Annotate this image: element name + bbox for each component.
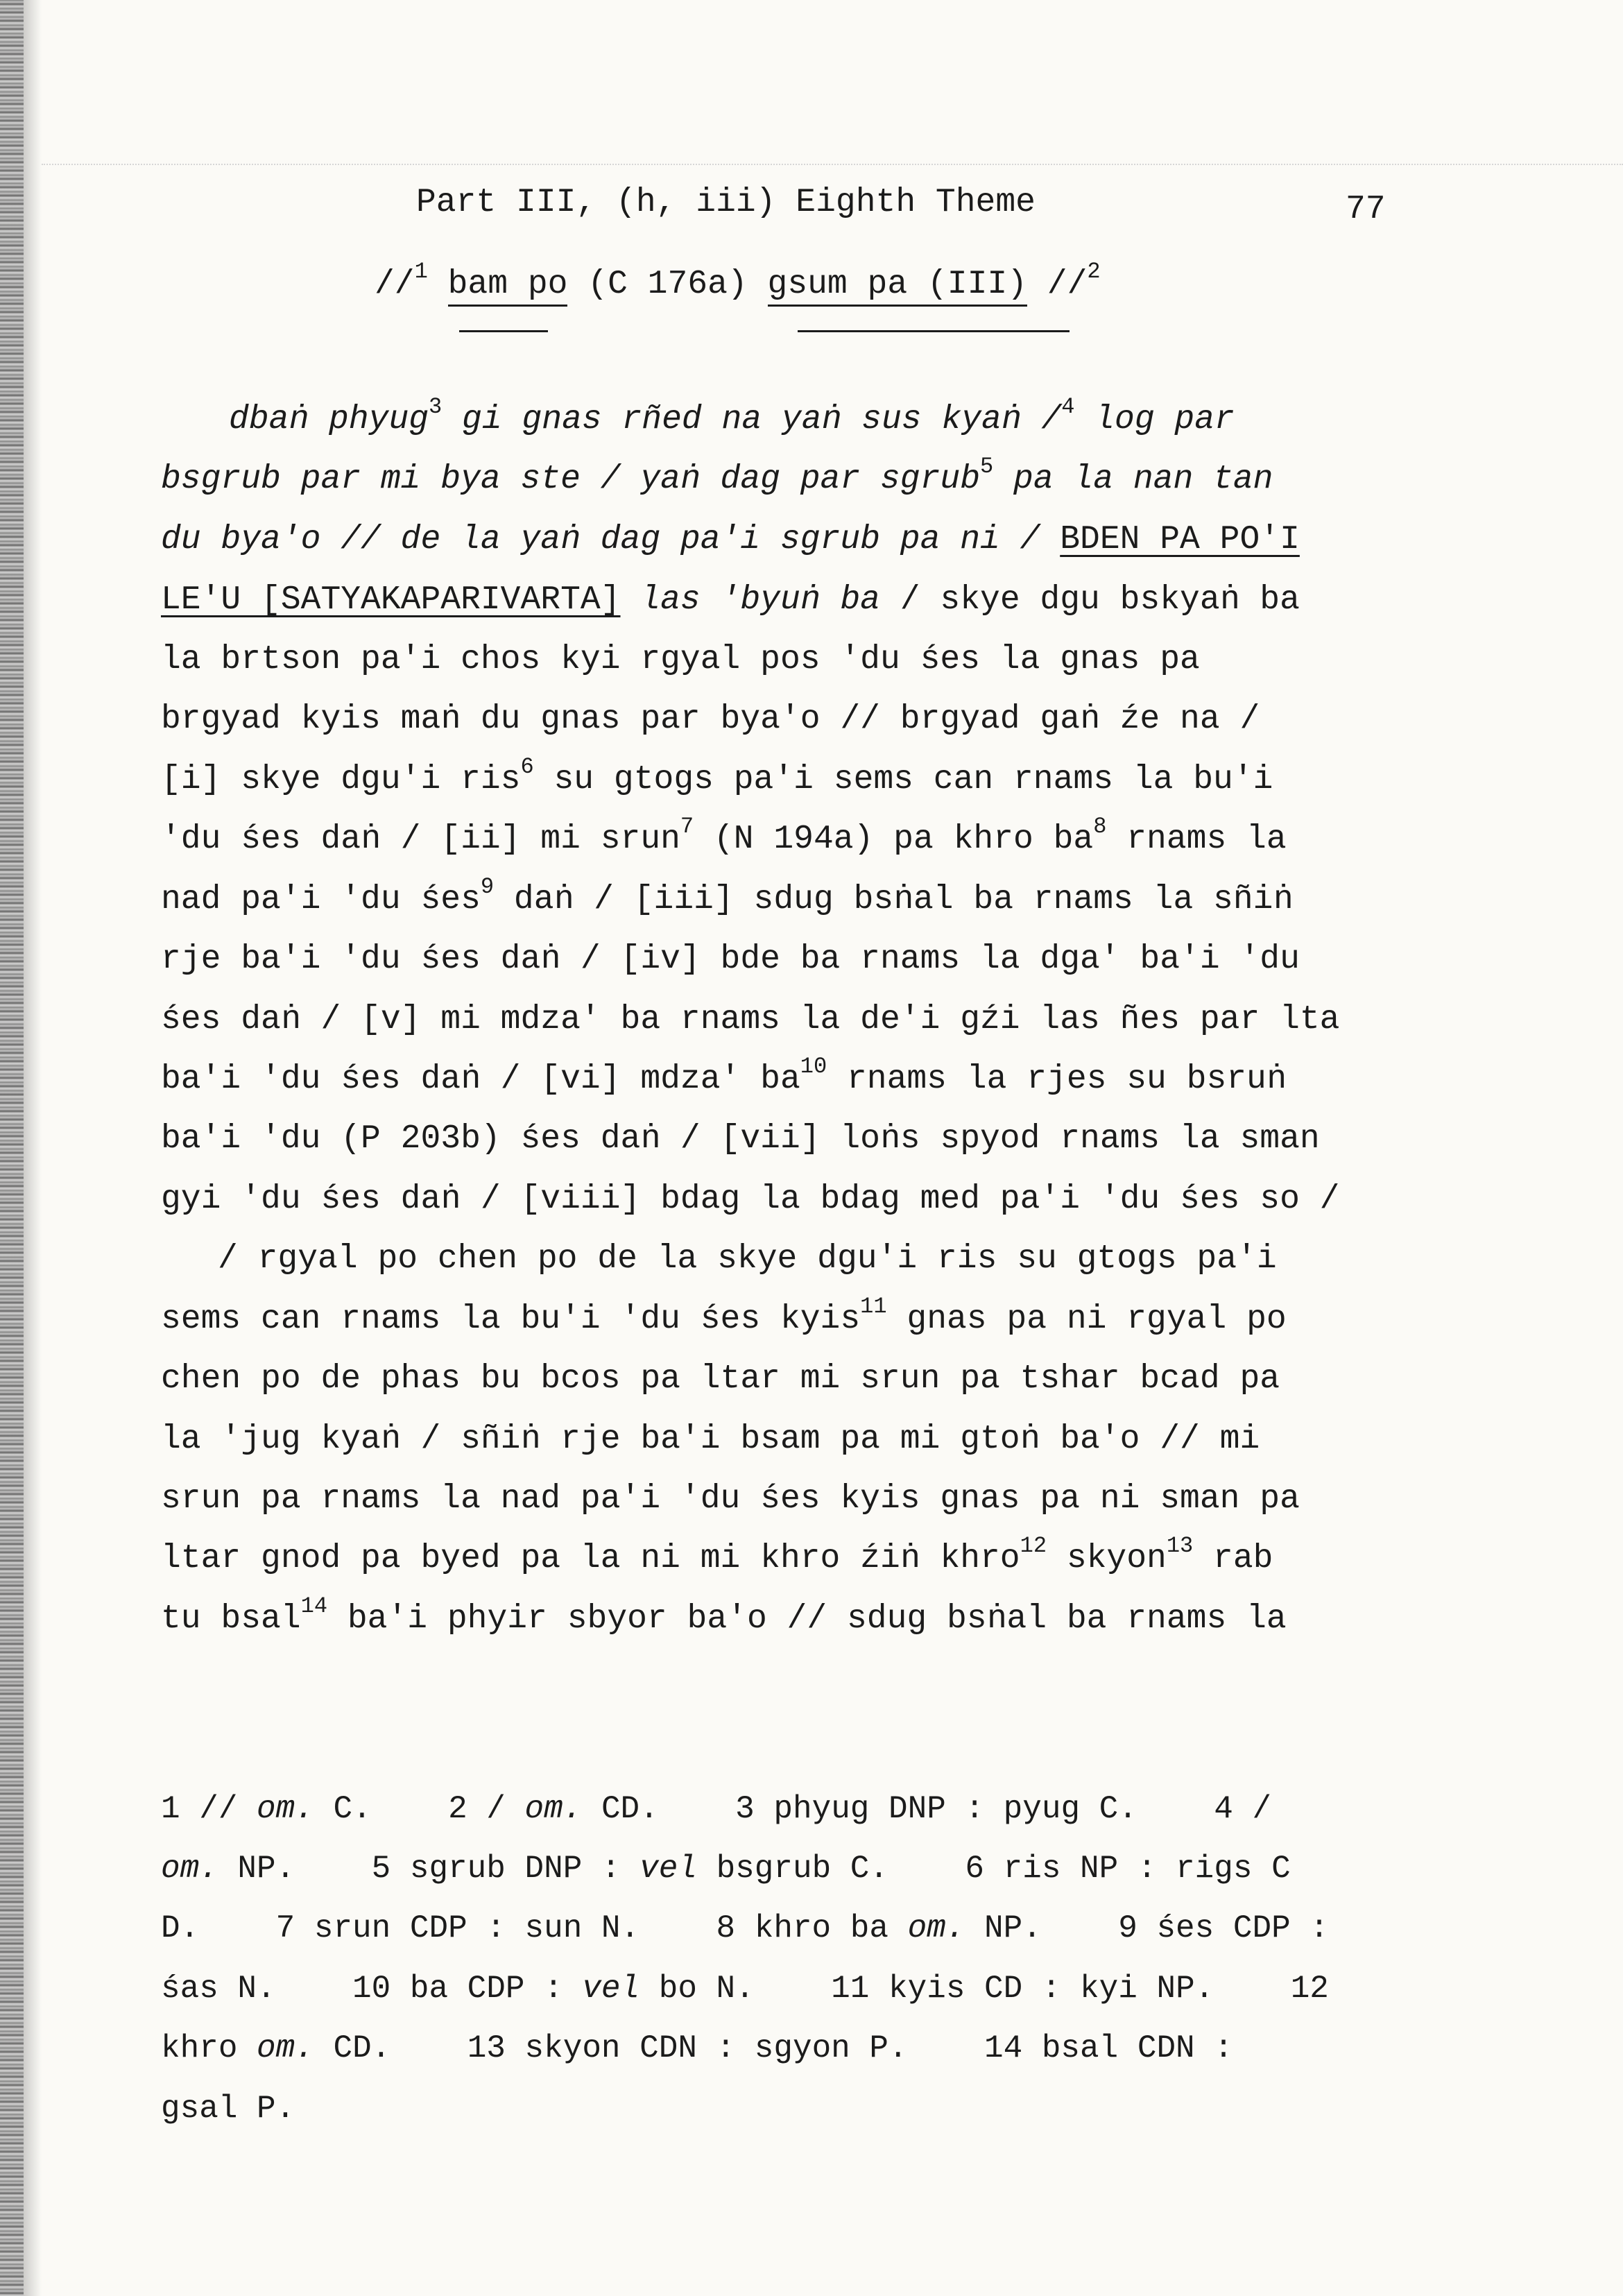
text-run: ba'i phyir sbyor ba'o // sdug bsṅal ba rnams la [327, 1600, 1287, 1638]
body-line-7 [161, 754, 1273, 800]
footnote-line-2 [161, 1848, 1291, 1890]
source-title: BDEN PA PO'I [1060, 521, 1300, 558]
text-run: om. [257, 1791, 314, 1827]
body-line-4 [161, 579, 1300, 621]
text-run: rnams la rjes su bsruṅ [827, 1061, 1287, 1098]
text-run: om. [257, 2030, 314, 2066]
scan-border [42, 164, 1623, 165]
text-run: C. 2 / [314, 1791, 525, 1827]
body-line-12 [161, 1054, 1287, 1100]
text-run: CD. 3 phyug DNP : pyug C. 4 / [582, 1791, 1272, 1827]
body-line-13: ba'i 'du (P 203b) śes daṅ / [vii] loṅs spyod rnams la sman [161, 1120, 1320, 1158]
text-run: 1 // [161, 1791, 257, 1827]
body-line-3 [161, 519, 1300, 560]
footnote-ref: 14 [300, 1593, 328, 1619]
text-run: / skye dgu bskyaṅ ba [879, 581, 1300, 619]
text-run: rnams la [1106, 821, 1287, 858]
text-run: bsgrub C. 6 ris NP : rigs C [696, 1851, 1291, 1887]
section-heading [375, 259, 1101, 305]
text-run: śas N. 10 ba CDP : [161, 1971, 583, 2007]
text-run: gnas pa ni rgyal po [886, 1301, 1287, 1338]
footnote-ref: 7 [680, 814, 694, 839]
heading-term-1: bam po [448, 266, 568, 307]
text-run: [i] skye dgu'i ris [161, 761, 521, 798]
text-run: vel [582, 1971, 640, 2007]
body-line-20 [161, 1533, 1273, 1579]
text-run: ba'i 'du śes daṅ / [vi] mdza' ba [161, 1061, 800, 1098]
body-line-1 [229, 394, 1235, 440]
body-line-18: la 'jug kyaṅ / sñiṅ rje ba'i bsam pa mi gtoṅ ba'o // mi [161, 1421, 1260, 1458]
body-line-19: srun pa rnams la nad pa'i 'du śes kyis gnas pa ni sman pa [161, 1480, 1300, 1518]
text-run: dbaṅ phyug [229, 401, 429, 438]
footnote-ref: 11 [860, 1294, 887, 1319]
body-line-21 [161, 1593, 1287, 1640]
footnote-ref: 9 [480, 874, 495, 900]
footnote-ref: 3 [429, 394, 443, 420]
heading-term-2-second-rule [798, 330, 1070, 332]
heading-term-1-second-rule [459, 330, 548, 332]
body-line-14: gyi 'du śes daṅ / [viii] bdag la bdag med pa'i 'du śes so / [161, 1181, 1340, 1218]
text-run: gi gnas rñed na yaṅ sus kyaṅ / [442, 401, 1062, 438]
body-line-16 [161, 1294, 1287, 1340]
footnote-ref: 6 [520, 754, 534, 780]
text-run: NP. 9 śes CDP : [965, 1910, 1329, 1946]
footnote-ref: 12 [1020, 1533, 1047, 1559]
text-run: D. 7 srun CDP : sun N. 8 khro ba [161, 1910, 908, 1946]
heading-term-2: gsum pa (III) [768, 266, 1027, 307]
text-run: vel [639, 1851, 697, 1887]
heading-mark-open: // [375, 266, 415, 303]
heading-footnote-ref-1: 1 [414, 259, 428, 284]
binding-shadow [24, 0, 42, 2296]
text-run: sems can rnams la bu'i 'du śes kyis [161, 1301, 861, 1338]
footnote-line-3 [161, 1908, 1329, 1949]
text-run: log par [1074, 401, 1235, 438]
text-run: du bya'o // de la yaṅ dag pa'i sgrub pa ni / [161, 521, 1060, 558]
text-run: khro [161, 2030, 257, 2066]
text-run: daṅ / [iii] sdug bsṅal ba rnams la sñiṅ [494, 881, 1294, 918]
text-run: nad pa'i 'du śes [161, 881, 481, 918]
footnote-ref: 13 [1166, 1533, 1194, 1559]
body-line-6: brgyad kyis maṅ du gnas par bya'o // brgyad gaṅ źe na / [161, 701, 1260, 738]
body-line-8 [161, 814, 1287, 860]
footnote-ref: 5 [980, 454, 994, 479]
footnote-line-5 [161, 2028, 1233, 2069]
text-run: om. [907, 1910, 965, 1946]
page-number: 77 [1346, 191, 1386, 228]
text-run: rab [1193, 1540, 1273, 1577]
text-run: skyon [1047, 1540, 1167, 1577]
binding-edge [0, 0, 24, 2296]
running-title: Part III, (h, iii) Eighth Theme [416, 184, 1036, 221]
text-run: pa la nan tan [993, 461, 1273, 498]
text-run: ltar gnod pa byed pa la ni mi khro źiṅ khro [161, 1540, 1020, 1577]
footnote-ref: 10 [800, 1054, 827, 1079]
text-run: (N 194a) pa khro ba [694, 821, 1094, 858]
body-line-15: / rgyal po chen po de la skye dgu'i ris su gtogs pa'i [218, 1240, 1277, 1278]
footnote-line-4 [161, 1968, 1329, 2010]
body-line-17: chen po de phas bu bcos pa ltar mi srun pa tshar bcad pa [161, 1360, 1280, 1398]
text-run: 'du śes daṅ / [ii] mi srun [161, 821, 680, 858]
footnote-line-6: gsal P. [161, 2091, 295, 2127]
text-run: bsgrub par mi bya ste / yaṅ dag par sgrub [161, 461, 980, 498]
text-run: CD. 13 skyon CDN : sgyon P. 14 bsal CDN : [314, 2030, 1233, 2066]
body-line-5: la brtson pa'i chos kyi rgyal pos 'du śes la gnas pa [161, 641, 1200, 678]
text-run: om. [161, 1851, 218, 1887]
heading-footnote-ref-2: 2 [1087, 259, 1101, 284]
body-line-9 [161, 874, 1294, 920]
body-line-10: rje ba'i 'du śes daṅ / [iv] bde ba rnams la dga' ba'i 'du [161, 941, 1300, 978]
body-line-2 [161, 454, 1273, 500]
text-run: bo N. 11 kyis CD : kyi NP. 12 [639, 1971, 1329, 2007]
footnote-ref: 8 [1093, 814, 1107, 839]
footnote-line-1 [161, 1788, 1271, 1830]
source-title-cont: LE'U [SATYAKAPARIVARTA] [161, 581, 621, 619]
heading-ref: (C 176a) [587, 266, 748, 303]
text-run: tu bsal [161, 1600, 301, 1638]
text-run: las 'byuṅ ba [620, 581, 880, 619]
text-run: om. [524, 1791, 583, 1827]
body-line-11: śes daṅ / [v] mi mdza' ba rnams la de'i gźi las ñes par lta [161, 1001, 1340, 1038]
footnote-ref: 4 [1061, 394, 1075, 420]
text-run: NP. 5 sgrub DNP : [218, 1851, 640, 1887]
heading-mark-close: // [1047, 266, 1088, 303]
text-run: su gtogs pa'i sems can rnams la bu'i [533, 761, 1273, 798]
